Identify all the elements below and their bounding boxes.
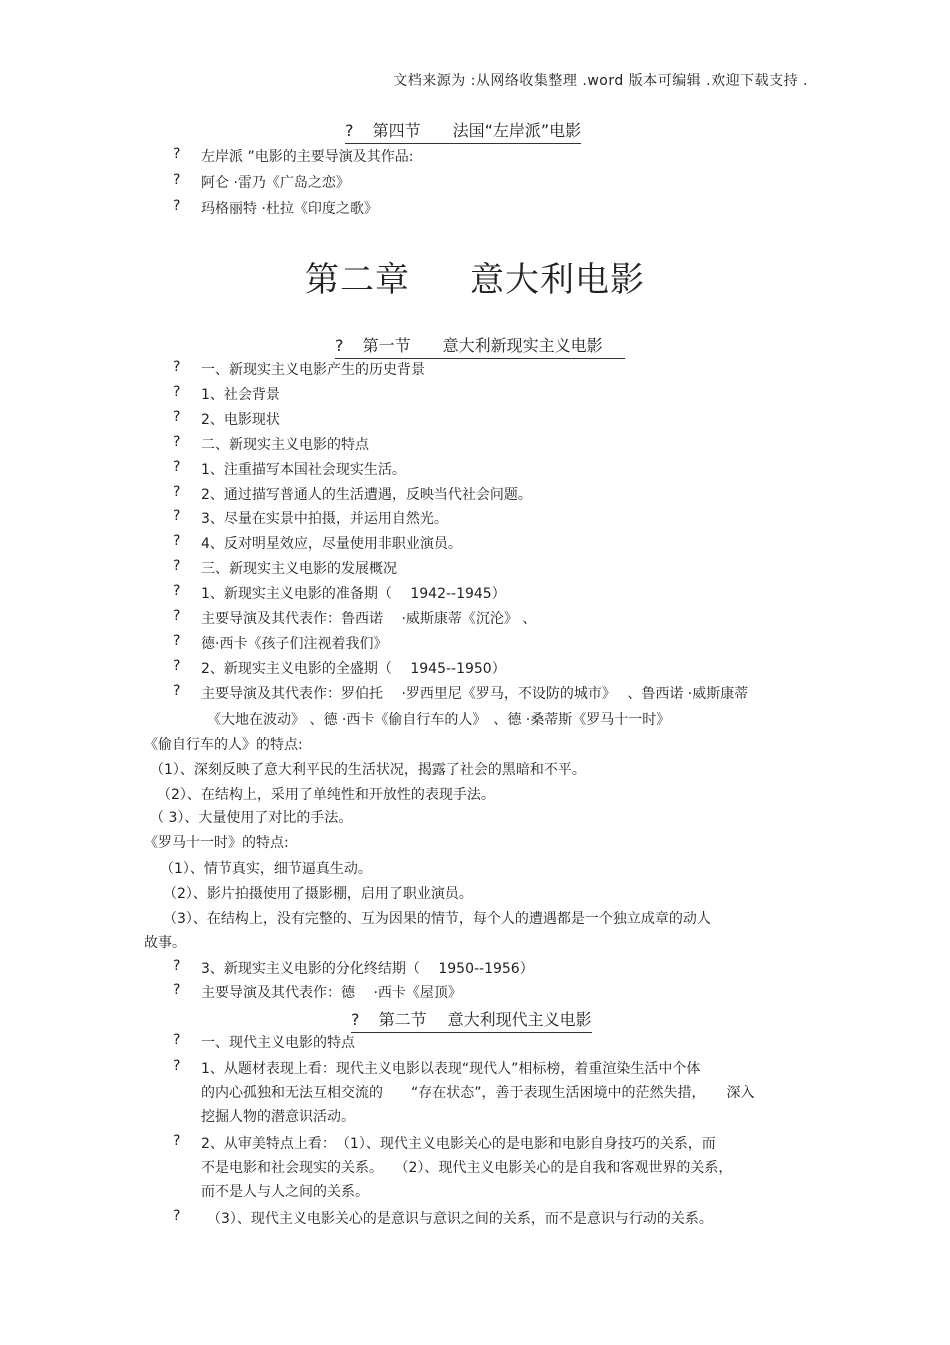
rome-point: （3）、在结构上，没有完整的、互为因果的情节，每个人的遭遇都是一个独立成章的动人 bbox=[163, 911, 711, 927]
list-item-line: 挖掘人物的潜意识活动。 bbox=[201, 1109, 355, 1125]
section-2-title bbox=[351, 1007, 592, 1033]
bullet-marker: ? bbox=[173, 172, 181, 188]
section-1-text: 第一节 意大利新现实主义电影 bbox=[362, 336, 603, 355]
list-item: 三、新现实主义电影的发展概况 bbox=[201, 561, 397, 578]
bullet-marker: ? bbox=[173, 383, 181, 400]
bullet-marker: ? bbox=[173, 359, 181, 375]
list-item: 1、社会背景 bbox=[201, 386, 280, 403]
list-item: 一、新现实主义电影产生的历史背景 bbox=[201, 362, 425, 378]
bullet-marker: ? bbox=[173, 657, 181, 674]
bullet-marker: ? bbox=[173, 433, 181, 450]
list-item: 1、新现实主义电影的准备期（ 1942--1945） bbox=[201, 586, 506, 603]
rome-point: （1）、情节真实，细节逼真生动。 bbox=[160, 861, 372, 877]
bullet-marker: ? bbox=[173, 608, 181, 624]
chapter-title bbox=[0, 252, 950, 301]
list-item: 左岸派 ”电影的主要导演及其作品: bbox=[201, 149, 414, 165]
bullet-marker: ? bbox=[173, 198, 181, 214]
bicycle-heading: 《偷自行车的人》的特点: bbox=[144, 737, 303, 753]
bullet-marker: ? bbox=[173, 982, 181, 998]
list-item-line: 不是电影和社会现实的关系。 （2）、现代主义电影关心的是自我和客观世界的关系， bbox=[201, 1160, 733, 1176]
bullet-marker: ? bbox=[173, 1032, 181, 1048]
bicycle-point: （ 3）、大量使用了对比的手法。 bbox=[150, 810, 353, 826]
chapter-name: 意大利电影 bbox=[470, 260, 645, 300]
list-item: 阿仑 ·雷乃《广岛之恋》 bbox=[201, 175, 350, 191]
page-header: 文档来源为 :从网络收集整理 .word 版本可编辑 .欢迎下载支持 . bbox=[393, 73, 808, 89]
list-item-line: 1、从题材表现上看：现代主义电影以表现“现代人”相标榜，着重渲染生活中个体 bbox=[201, 1061, 701, 1077]
list-item: 4、反对明星效应，尽量使用非职业演员。 bbox=[201, 536, 462, 553]
section-marker: ? bbox=[351, 1010, 360, 1029]
bullet-marker: ? bbox=[173, 558, 181, 575]
list-item: 主要导演及其代表作：德 ·西卡《屋顶》 bbox=[201, 985, 462, 1001]
list-item: 2、电影现状 bbox=[201, 411, 280, 428]
list-item-line: 的内心孤独和无法互相交流的 “存在状态”，善于表现生活困境中的茫然失措， 深入 bbox=[201, 1085, 755, 1101]
list-item: 玛格丽特 ·杜拉《印度之歌》 bbox=[201, 201, 378, 217]
bicycle-point: （2）、在结构上，采用了单纯性和开放性的表现手法。 bbox=[157, 787, 495, 803]
bullet-marker: ? bbox=[173, 458, 181, 475]
section-marker: ? bbox=[345, 121, 354, 140]
list-item-continuation: 《大地在波动》 、德 ·西卡《偷自行车的人》 、德 ·桑蒂斯《罗马十一时》 bbox=[207, 712, 671, 728]
bullet-marker: ? bbox=[173, 682, 181, 699]
rome-point: （2）、影片拍摄使用了摄影棚，启用了职业演员。 bbox=[163, 886, 473, 902]
list-item: 一、现代主义电影的特点 bbox=[201, 1035, 355, 1051]
list-item-line: 而不是人与人之间的关系。 bbox=[201, 1184, 369, 1200]
bullet-marker: ? bbox=[173, 146, 181, 162]
chapter-number: 第二章 bbox=[305, 260, 410, 300]
bullet-marker: ? bbox=[173, 632, 181, 649]
list-item: 1、注重描写本国社会现实生活。 bbox=[201, 461, 406, 478]
section-4-text: 第四节 法国“左岸派”电影 bbox=[372, 121, 582, 140]
section-4-title bbox=[345, 118, 581, 144]
list-item: 二、新现实主义电影的特点 bbox=[201, 436, 369, 453]
rome-point-continuation: 故事。 bbox=[144, 935, 186, 951]
list-item: 德·西卡《孩子们注视着我们》 bbox=[201, 635, 388, 652]
section-marker: ? bbox=[335, 336, 344, 355]
bullet-marker: ? bbox=[173, 1133, 181, 1149]
list-item-line: 2、从审美特点上看： （1）、现代主义电影关心的是电影和电影自身技巧的关系，而 bbox=[201, 1136, 716, 1152]
bullet-marker: ? bbox=[173, 508, 181, 525]
bicycle-point: （1）、深刻反映了意大利平民的生活状况，揭露了社会的黑暗和不平。 bbox=[150, 762, 586, 778]
list-item: 2、通过描写普通人的生活遭遇，反映当代社会问题。 bbox=[201, 486, 532, 503]
list-item: （3）、现代主义电影关心的是意识与意识之间的关系，而不是意识与行动的关系。 bbox=[207, 1211, 713, 1227]
bullet-marker: ? bbox=[173, 1208, 181, 1224]
bullet-marker: ? bbox=[173, 533, 181, 550]
list-item: 3、尽量在实景中拍摄，并运用自然光。 bbox=[201, 511, 448, 528]
list-item: 3、新现实主义电影的分化终结期（ 1950--1956） bbox=[201, 961, 534, 977]
rome-heading: 《罗马十一时》的特点: bbox=[144, 835, 289, 851]
bullet-marker: ? bbox=[173, 958, 181, 974]
bullet-marker: ? bbox=[173, 483, 181, 500]
bullet-marker: ? bbox=[173, 583, 181, 600]
list-item: 2、新现实主义电影的全盛期（ 1945--1950） bbox=[201, 660, 506, 677]
section-1-title bbox=[335, 333, 625, 359]
bullet-marker: ? bbox=[173, 408, 181, 425]
bullet-marker: ? bbox=[173, 1058, 181, 1074]
list-item: 主要导演及其代表作：罗伯托 ·罗西里尼《罗马，不设防的城市》 、鲁西诺 ·威斯康蒂 bbox=[201, 685, 749, 702]
section-2-text: 第二节 意大利现代主义电影 bbox=[378, 1010, 592, 1029]
list-item: 主要导演及其代表作：鲁西诺 ·威斯康蒂《沉沦》 、 bbox=[201, 611, 537, 627]
